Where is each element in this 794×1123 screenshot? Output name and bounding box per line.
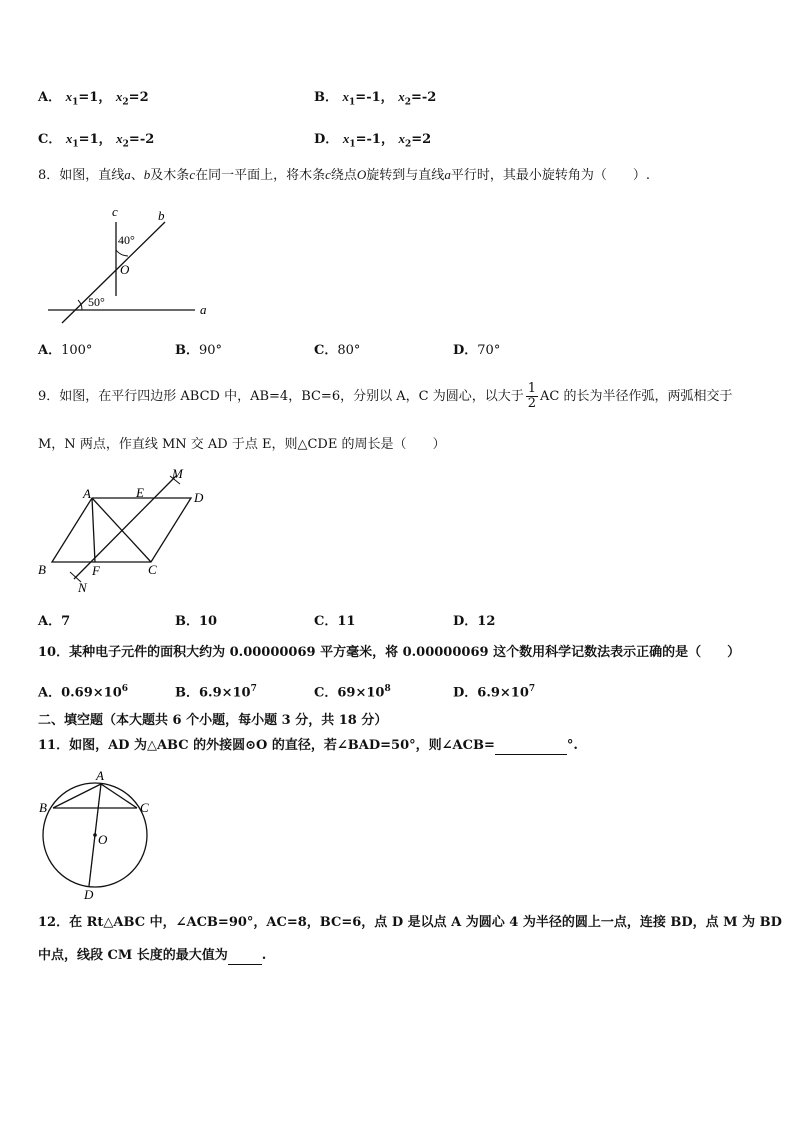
q11-figure [36,768,166,903]
q9-question-line2: M，N 两点，作直线 MN 交 AD 于点 E，则△CDE 的周长是（ ） [38,437,446,452]
q9-label-d: D [194,490,204,505]
q8-figure [40,200,240,330]
q9-fraction: $\frac{1}{2}$ [527,381,536,411]
q9-label-a: A [83,486,91,501]
q8-label-b: b [158,208,165,223]
q9-label-e: E [136,485,144,500]
q10-option-d: D．$6.9\times 10^7$ [453,684,536,701]
q9-figure [36,466,216,596]
q12-answer-blank[interactable] [228,948,262,965]
q11-label-a: A [96,768,104,783]
q9-option-d: D．12 [453,614,496,629]
q10-option-a: A．$0.69\times 10^6$ [38,684,129,701]
q8-option-d: D．70° [453,343,501,358]
q8-label-c: c [112,204,118,219]
q8-label-a: a [200,302,207,317]
q8-question: 8．如图，直线a、b及木条c在同一平面上，将木条c绕点O旋转到与直线a平行时，其最小旋转角为（ ）. [38,167,650,183]
q11-answer-blank[interactable] [495,738,567,755]
q8-option-a: A．100° [38,343,93,358]
q9-option-b: B．10 [175,614,218,629]
q8-angle-40: 40° [118,233,135,247]
section-heading: 二、填空题（本大题共 6 个小题，每小题 3 分，共 18 分） [38,713,388,728]
q11-label-b: B [39,800,47,815]
q9-label-f: F [92,563,100,578]
q9-option-a: A．7 [38,614,71,629]
q7-option-c: C． $x_1=1$， $x_2=-2$ [38,131,155,150]
q11-label-c: C [140,800,149,815]
q10-question: 10．某种电子元件的面积大约为 0.00000069 平方毫米，将 0.00000069 这个数用科学记数法表示正确的是（ ） [38,645,741,660]
q8-option-b: B．90° [175,343,223,358]
q9-label-c: C [148,562,157,577]
q10-option-b: B．$6.9\times 10^7$ [175,684,257,701]
q8-label-o: O [120,262,130,277]
q9-question-line1: 9．如图，在平行四边形 ABCD 中，AB=4，BC=6，分别以 A，C 为圆心，以大于 $\frac{1}{2}$ AC 的长为半径作弧，两弧相交于 [38,381,733,411]
q7-option-b: B． $x_1=-1$， $x_2=-2$ [314,89,437,108]
q10-option-c: C．$69\times 10^8$ [314,684,391,701]
q9-option-c: C．11 [314,614,356,629]
q12-question-line1: 12．在 Rt△ABC 中，∠ACB=90°，AC=8，BC=6，点 D 是以点 A 为圆心 4 为半径的圆上一点，连接 BD，点 M 为 BD [38,915,782,930]
q11-label-d: D [84,887,94,902]
q11-label-o: O [98,832,108,847]
q11-question: 11．如图，AD 为△ABC 的外接圆⊙O 的直径，若∠BAD=50°，则∠ACB= °. [38,738,578,753]
q8-angle-50: 50° [88,295,105,309]
q12-question-line2: 中点，线段 CM 长度的最大值为 . [38,948,267,963]
q8-option-c: C．80° [314,343,361,358]
q7-option-a: A． $x_1=1$， $x_2=2$ [38,89,149,108]
q9-label-m: M [172,466,183,481]
q9-label-n: N [78,580,87,595]
q7-option-d: D． $x_1=-1$， $x_2=2$ [314,131,432,150]
q9-label-b: B [38,562,46,577]
